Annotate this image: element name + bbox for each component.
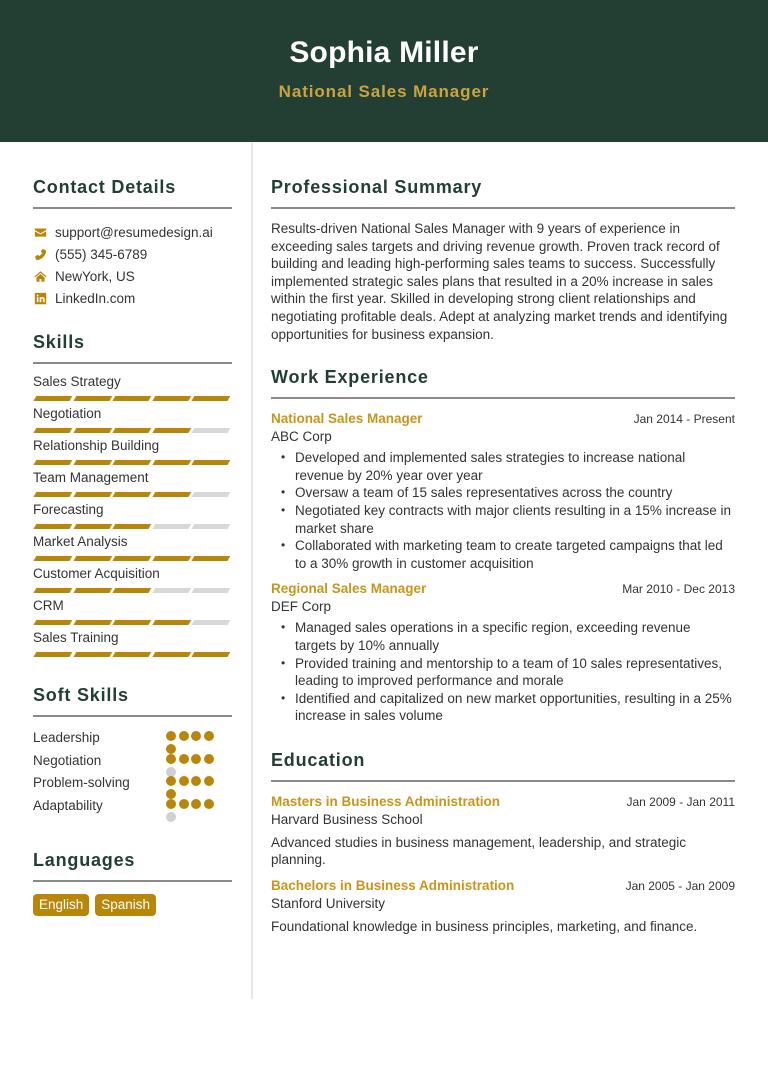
school-name: Stanford University	[271, 896, 386, 912]
section-rule	[33, 715, 232, 717]
section-title: Contact Details	[33, 177, 177, 197]
soft-skill-name: Problem-solving	[33, 775, 130, 790]
skill-bar-empty	[192, 524, 230, 529]
skill-level-bars	[33, 428, 232, 433]
language-tags	[33, 894, 232, 916]
dot-filled	[166, 776, 176, 786]
skill-bar-filled	[73, 652, 111, 657]
skill-level-bars	[33, 588, 232, 593]
section-title: Work Experience	[271, 367, 429, 388]
skill-bar-filled	[73, 428, 111, 433]
skill-bar-filled	[192, 652, 230, 657]
column-divider	[251, 142, 253, 999]
job-bullet: • Negotiated key contracts with major clients resulting in a 15% increase in market share	[271, 502, 735, 537]
soft-skill-row	[33, 797, 232, 820]
skill-bar-filled	[192, 396, 230, 401]
skill-bar-empty	[192, 492, 230, 497]
contact-phone-text: (555) 345-6789	[55, 246, 148, 262]
skill-bar-filled	[73, 588, 111, 593]
section-title: Professional Summary	[271, 177, 483, 197]
skill-bar-empty	[152, 588, 190, 593]
soft-skill-row	[33, 729, 232, 752]
skill-name: Forecasting	[33, 502, 104, 517]
job-bullet: • Developed and implemented sales strategies to increase national revenue by 20% year over year	[271, 449, 735, 484]
job-title: Regional Sales Manager	[271, 581, 427, 597]
education-entry	[271, 877, 735, 936]
skill-bar-filled	[73, 556, 111, 561]
degree-title: Masters in Business Administration	[271, 793, 501, 809]
job-bullets	[271, 449, 735, 572]
education-entry	[271, 793, 735, 869]
skill-bar-filled	[34, 620, 72, 625]
dot-filled	[179, 731, 189, 741]
skill-name: Negotiation	[33, 406, 102, 421]
skill-bar-empty	[192, 588, 230, 593]
contact-phone[interactable]	[33, 243, 232, 265]
candidate-title: National Sales Manager	[278, 82, 490, 101]
skill-name: Sales Strategy	[33, 374, 121, 389]
dot-filled	[179, 799, 189, 809]
skill-level-bars	[33, 652, 232, 657]
contact-email-text: support@resumedesign.ai	[55, 224, 213, 240]
skill-row	[33, 629, 232, 657]
dot-filled	[166, 799, 176, 809]
dot-filled	[204, 776, 214, 786]
job-company: DEF Corp	[271, 599, 332, 615]
skill-bar-empty	[152, 524, 190, 529]
skill-bar-filled	[73, 492, 111, 497]
degree-title: Bachelors in Business Administration	[271, 878, 515, 894]
skill-bar-filled	[152, 556, 190, 561]
contact-list	[33, 221, 232, 309]
skills-list	[33, 373, 232, 657]
school-name: Harvard Business School	[271, 811, 423, 827]
skill-row	[33, 437, 232, 465]
dot-filled	[179, 776, 189, 786]
skill-name: CRM	[33, 598, 64, 613]
soft-skill-row	[33, 774, 232, 797]
skill-bar-filled	[113, 620, 151, 625]
contact-linkedin[interactable]	[33, 287, 232, 309]
skill-name: Team Management	[33, 470, 149, 485]
dot-filled	[191, 731, 201, 741]
skills-section	[33, 331, 232, 657]
skill-bar-filled	[34, 492, 72, 497]
contact-email[interactable]	[33, 221, 232, 243]
section-rule	[271, 207, 735, 209]
right-column	[271, 142, 735, 936]
skill-name: Market Analysis	[33, 534, 128, 549]
left-column	[33, 142, 232, 916]
section-title: Languages	[33, 850, 136, 870]
job-bullet: • Oversaw a team of 15 sales representatives across the country	[271, 484, 735, 502]
languages-section	[33, 849, 232, 916]
language-tag: English	[33, 894, 89, 916]
education-dates: Jan 2005 - Jan 2009	[625, 879, 735, 894]
skill-bar-filled	[152, 460, 190, 465]
section-rule	[271, 780, 735, 782]
skill-bar-filled	[152, 428, 190, 433]
contact-location	[33, 265, 232, 287]
soft-skill-name: Leadership	[33, 730, 100, 745]
skill-bar-filled	[152, 620, 190, 625]
dot-filled	[191, 754, 201, 764]
job-title: National Sales Manager	[271, 411, 423, 427]
linkedin-icon	[33, 291, 47, 305]
dot-filled	[191, 799, 201, 809]
soft-skill-name: Negotiation	[33, 752, 102, 768]
skill-bar-filled	[73, 460, 111, 465]
job-entry	[271, 580, 735, 725]
soft-skill-row	[33, 752, 232, 775]
candidate-name: Sophia Miller	[289, 36, 479, 69]
education-description: Foundational knowledge in business principles, marketing, and finance.	[271, 919, 698, 935]
dot-filled	[166, 754, 176, 764]
skill-bar-filled	[34, 524, 72, 529]
skill-bar-filled	[113, 524, 151, 529]
skill-bar-filled	[152, 396, 190, 401]
skill-bar-filled	[73, 524, 111, 529]
skill-bar-filled	[34, 556, 72, 561]
skill-bar-filled	[152, 652, 190, 657]
skill-bar-filled	[34, 460, 72, 465]
soft-skills-section	[33, 684, 232, 819]
skill-bar-filled	[113, 556, 151, 561]
skill-bar-filled	[34, 396, 72, 401]
section-title: Soft Skills	[33, 685, 129, 705]
dot-empty	[166, 812, 176, 822]
soft-skills-list	[33, 729, 232, 819]
dot-filled	[204, 754, 214, 764]
skill-bar-filled	[192, 556, 230, 561]
phone-icon	[33, 247, 47, 261]
section-rule	[271, 397, 735, 399]
job-company: ABC Corp	[271, 429, 332, 445]
job-bullet: • Collaborated with marketing team to create targeted campaigns that led to a 30% growth in customer acquisition	[271, 537, 735, 572]
job-bullet: • Managed sales operations in a specific region, exceeding revenue targets by 10% annually	[271, 619, 735, 654]
skill-name: Sales Training	[33, 630, 119, 645]
skill-bar-filled	[34, 652, 72, 657]
contact-linkedin-text: LinkedIn.com	[55, 290, 136, 306]
skill-bar-filled	[152, 492, 190, 497]
skill-level-bars	[33, 620, 232, 625]
dot-filled	[179, 754, 189, 764]
skill-bar-filled	[73, 620, 111, 625]
skill-level-bars	[33, 460, 232, 465]
job-entry	[271, 410, 735, 572]
skill-bar-empty	[192, 620, 230, 625]
skill-row	[33, 501, 232, 529]
skill-bar-filled	[192, 460, 230, 465]
skill-level-bars	[33, 556, 232, 561]
summary-text: Results-driven National Sales Manager with 9 years of experience in exceeding sales targets and driving revenue growth. Proven track record of building and leading high-performing sales teams to success. Successfully implemented strategic sales plans that resulted in a 20% increase in sales within the first year. Skilled in developing strong client relationships and negotiating profitable deals. Adept at analyzing market trends and identifying opportunities for business expansion.	[271, 221, 728, 342]
skill-bar-filled	[113, 460, 151, 465]
skill-bar-filled	[113, 652, 151, 657]
skill-row	[33, 597, 232, 625]
skill-bar-filled	[113, 492, 151, 497]
skill-row	[33, 405, 232, 433]
soft-skill-level-dots	[166, 799, 217, 822]
skill-row	[33, 469, 232, 497]
home-icon	[33, 269, 47, 283]
contact-section	[33, 176, 232, 309]
dot-filled	[191, 776, 201, 786]
job-dates: Mar 2010 - Dec 2013	[622, 582, 735, 597]
education-section	[271, 749, 735, 936]
job-dates: Jan 2014 - Present	[633, 412, 735, 427]
skill-name: Customer Acquisition	[33, 566, 160, 581]
dot-filled	[204, 731, 214, 741]
job-bullet: • Identified and capitalized on new market opportunities, resulting in a 25% increase in sales volume	[271, 690, 735, 725]
section-title: Skills	[33, 332, 85, 352]
dot-filled	[204, 799, 214, 809]
section-title: Education	[271, 749, 366, 770]
skill-row	[33, 565, 232, 593]
skill-bar-empty	[192, 428, 230, 433]
section-rule	[33, 362, 232, 364]
skill-bar-filled	[113, 396, 151, 401]
envelope-icon	[33, 225, 47, 239]
contact-location-text: NewYork, US	[55, 268, 135, 284]
resume-header	[0, 0, 768, 142]
skill-row	[33, 533, 232, 561]
skill-bar-filled	[34, 428, 72, 433]
dot-filled	[166, 731, 176, 741]
skill-bar-filled	[73, 396, 111, 401]
experience-section	[271, 366, 735, 725]
skill-bar-filled	[113, 428, 151, 433]
skill-level-bars	[33, 396, 232, 401]
language-tag: Spanish	[95, 894, 156, 916]
skill-bar-filled	[34, 588, 72, 593]
skill-bar-filled	[113, 588, 151, 593]
job-bullets	[271, 619, 735, 725]
summary-section	[271, 176, 735, 343]
skill-level-bars	[33, 492, 232, 497]
job-bullet: • Provided training and mentorship to a team of 10 sales representatives, leading to improved performance and morale	[271, 655, 735, 690]
skill-row	[33, 373, 232, 401]
education-dates: Jan 2009 - Jan 2011	[626, 794, 735, 809]
section-rule	[33, 880, 232, 882]
skill-level-bars	[33, 524, 232, 529]
soft-skill-name: Adaptability	[33, 797, 103, 813]
education-description: Advanced studies in business management, leadership, and strategic planning.	[271, 834, 686, 868]
section-rule	[33, 207, 232, 209]
skill-name: Relationship Building	[33, 438, 160, 453]
